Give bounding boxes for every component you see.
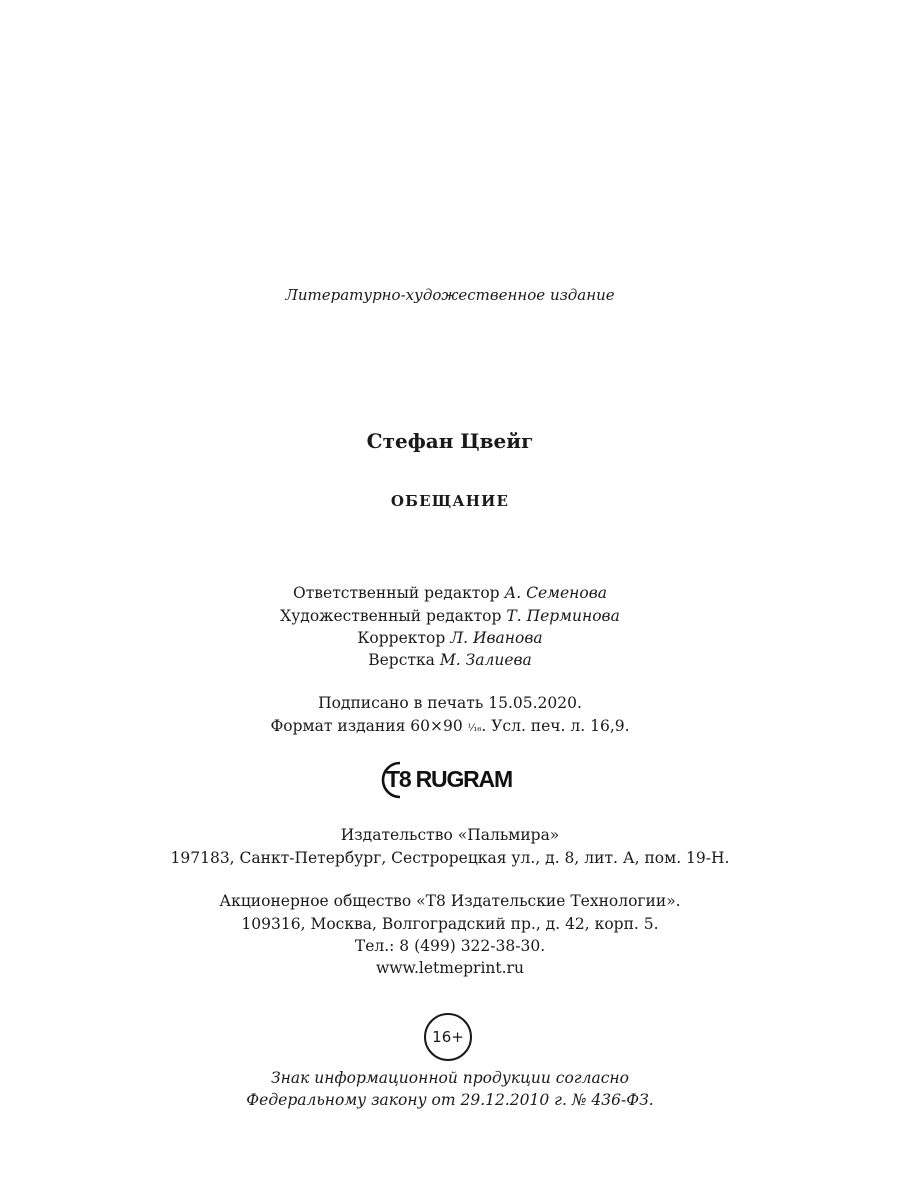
credit-role: Верстка [368, 651, 435, 669]
author-name: Стефан Цвейг [366, 429, 534, 453]
notice-line-1: Знак информационной продукции согласно [271, 1069, 629, 1087]
print-format [0, 717, 900, 735]
publisher-name: Издательство «Пальмира» [340, 826, 560, 844]
notice-line-2: Федеральному закону от 29.12.2010 г. № 436-ФЗ. [246, 1091, 654, 1109]
age-rating-badge: 16+ [424, 1013, 472, 1061]
printer-name: Акционерное общество «Т8 Издательские Технологии». [219, 892, 681, 910]
logo-text: T8 RUGRAM [386, 766, 512, 792]
credit-role: Ответственный редактор [293, 584, 500, 602]
genre-label: Литературно-художественное издание [285, 286, 615, 304]
format-suffix: . Усл. печ. л. 16,9. [481, 717, 630, 735]
printer-website: www.letmeprint.ru [376, 959, 524, 977]
credit-name: Т. Перминова [506, 607, 620, 625]
book-title: ОБЕЩАНИЕ [390, 492, 510, 510]
credit-name: М. Залиева [439, 651, 532, 669]
credit-role: Корректор [357, 629, 446, 647]
printer-phone: Тел.: 8 (499) 322-38-30. [354, 937, 546, 955]
credit-line [0, 584, 900, 602]
credit-name: Л. Иванова [450, 629, 543, 647]
credit-name: А. Семенова [504, 584, 607, 602]
t8-rugram-logo [378, 758, 528, 802]
publisher-address: 197183, Санкт-Петербург, Сестрорецкая ул., д. 8, лит. А, пом. 19-Н. [170, 849, 730, 867]
credit-role: Художественный редактор [280, 607, 502, 625]
credit-line [0, 651, 900, 669]
credit-line [0, 607, 900, 625]
credit-line [0, 629, 900, 647]
printer-address: 109316, Москва, Волгоградский пр., д. 42, корп. 5. [241, 915, 659, 933]
format-prefix: Формат издания 60×90 [270, 717, 468, 735]
format-fraction: ¹⁄₁₆ [467, 723, 482, 734]
print-signed: Подписано в печать 15.05.2020. [318, 694, 582, 712]
